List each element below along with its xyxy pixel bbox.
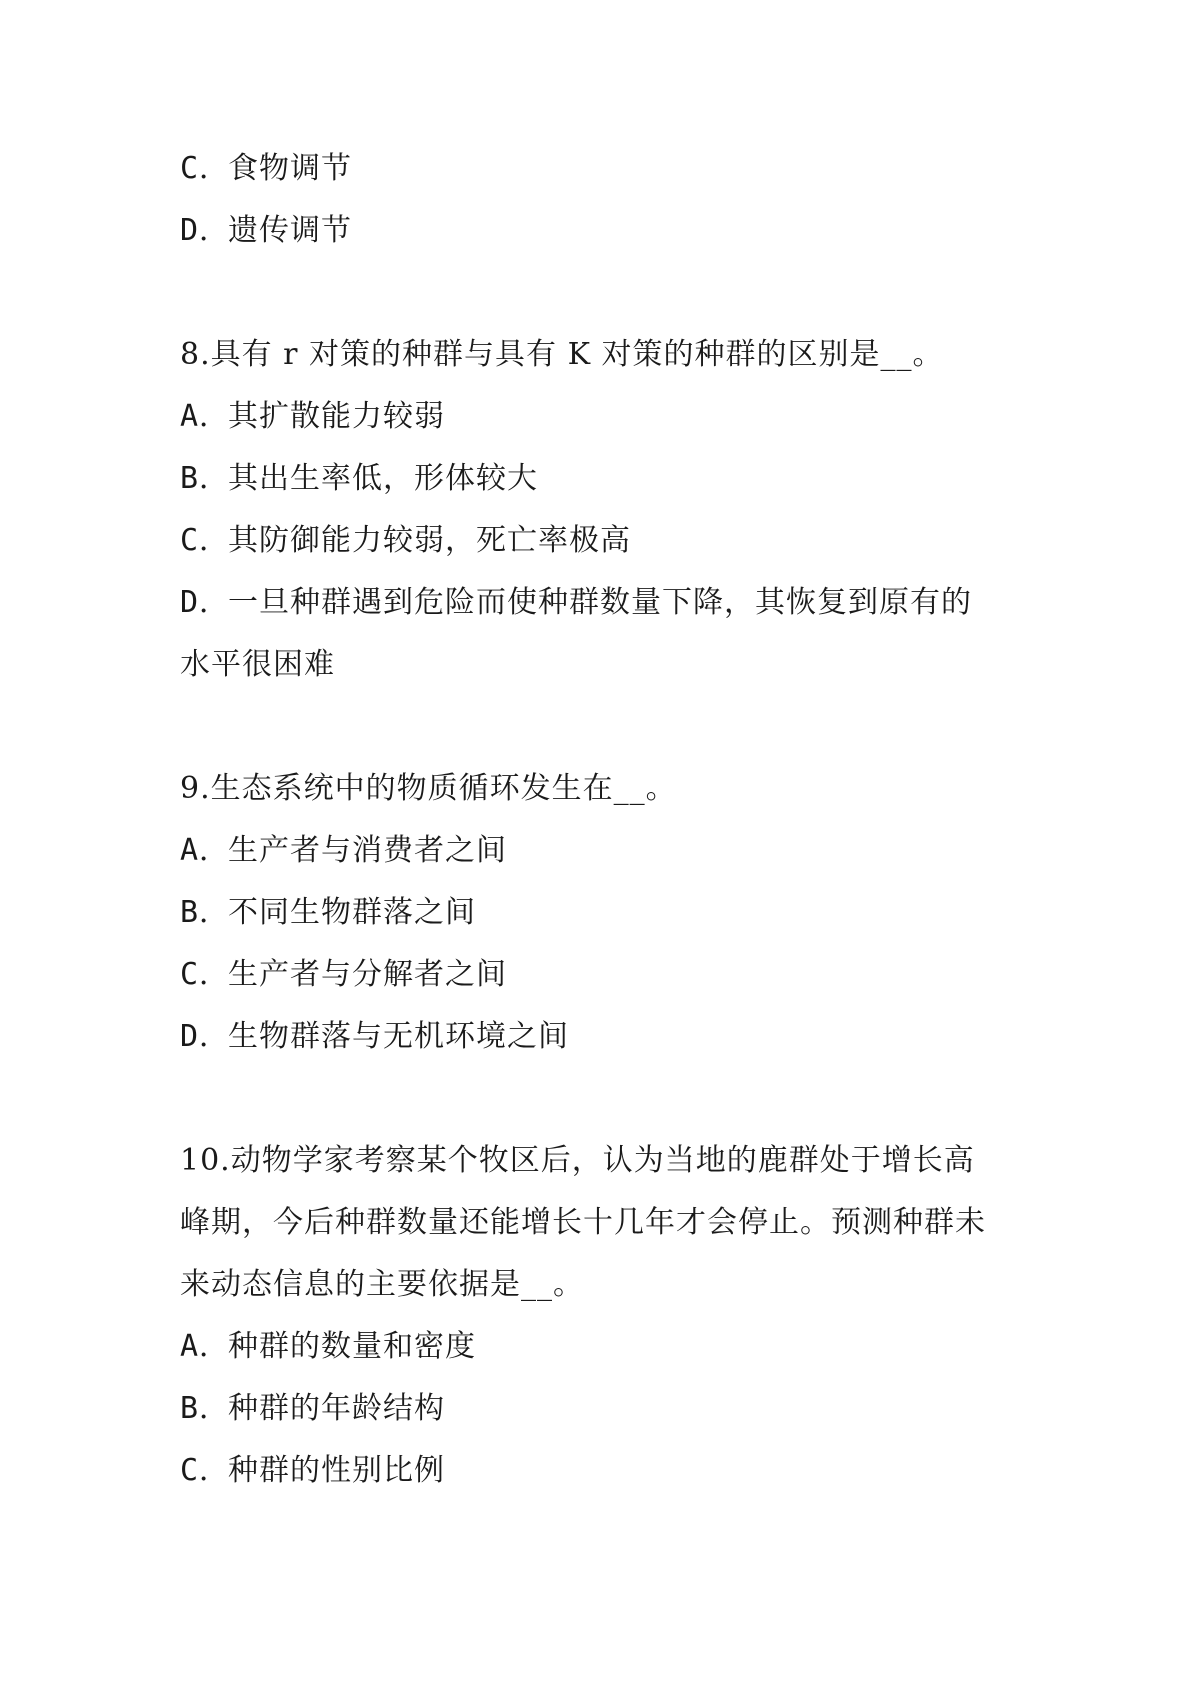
option-text: 种群的数量和密度: [228, 1329, 476, 1364]
option-c: [180, 510, 1060, 572]
option-text: 生产者与分解者之间: [228, 957, 507, 992]
option-letter: D．: [180, 1019, 231, 1054]
option-letter: D．: [180, 585, 231, 620]
option-letter: C．: [180, 523, 231, 558]
option-text: 种群的性别比例: [228, 1453, 445, 1488]
option-d: [180, 1006, 1060, 1068]
option-a: [180, 820, 1060, 882]
spacer: [180, 262, 1060, 324]
document-page: [180, 138, 1060, 1502]
option-letter: B．: [180, 895, 231, 930]
option-letter: C．: [180, 1453, 231, 1488]
option-letter: A．: [180, 833, 231, 868]
option-text: 其防御能力较弱，死亡率极高: [228, 523, 631, 558]
spacer: [180, 696, 1060, 758]
option-c: [180, 1440, 1060, 1502]
option-text: 不同生物群落之间: [228, 895, 476, 930]
option-text: 其出生率低，形体较大: [228, 461, 538, 496]
option-text: 食物调节: [228, 151, 352, 186]
option-text: 其扩散能力较弱: [228, 399, 445, 434]
question-10: [180, 1130, 1060, 1502]
option-letter: C．: [180, 151, 231, 186]
option-text: 种群的年龄结构: [228, 1391, 445, 1426]
question-stem: 8.具有 r 对策的种群与具有 K 对策的种群的区别是__。: [180, 337, 944, 372]
option-letter: A．: [180, 399, 231, 434]
option-text: 遗传调节: [228, 213, 352, 248]
question-stem: 9.生态系统中的物质循环发生在__。: [180, 771, 677, 806]
option-c: [180, 138, 1060, 200]
option-text: 生产者与消费者之间: [228, 833, 507, 868]
option-c: [180, 944, 1060, 1006]
question-stem-line-1: 10.动物学家考察某个牧区后，认为当地的鹿群处于增长高: [180, 1143, 975, 1178]
option-d-continuation: 水平很困难: [180, 647, 335, 682]
option-a: [180, 1316, 1060, 1378]
question-8: [180, 324, 1060, 696]
option-b: [180, 882, 1060, 944]
option-a: [180, 386, 1060, 448]
option-d: [180, 572, 1060, 634]
question-stem-line-3: 来动态信息的主要依据是__。: [180, 1267, 584, 1302]
option-letter: A．: [180, 1329, 231, 1364]
spacer: [180, 1068, 1060, 1130]
option-letter: B．: [180, 1391, 231, 1426]
question-stem-line-2: 峰期，今后种群数量还能增长十几年才会停止。预测种群未: [180, 1205, 986, 1240]
question-7-options: [180, 138, 1060, 262]
option-text: 一旦种群遇到危险而使种群数量下降，其恢复到原有的: [228, 585, 972, 620]
option-letter: D．: [180, 213, 231, 248]
question-9: [180, 758, 1060, 1068]
option-d: [180, 200, 1060, 262]
option-letter: C．: [180, 957, 231, 992]
option-b: [180, 448, 1060, 510]
option-b: [180, 1378, 1060, 1440]
option-letter: B．: [180, 461, 231, 496]
option-text: 生物群落与无机环境之间: [228, 1019, 569, 1054]
